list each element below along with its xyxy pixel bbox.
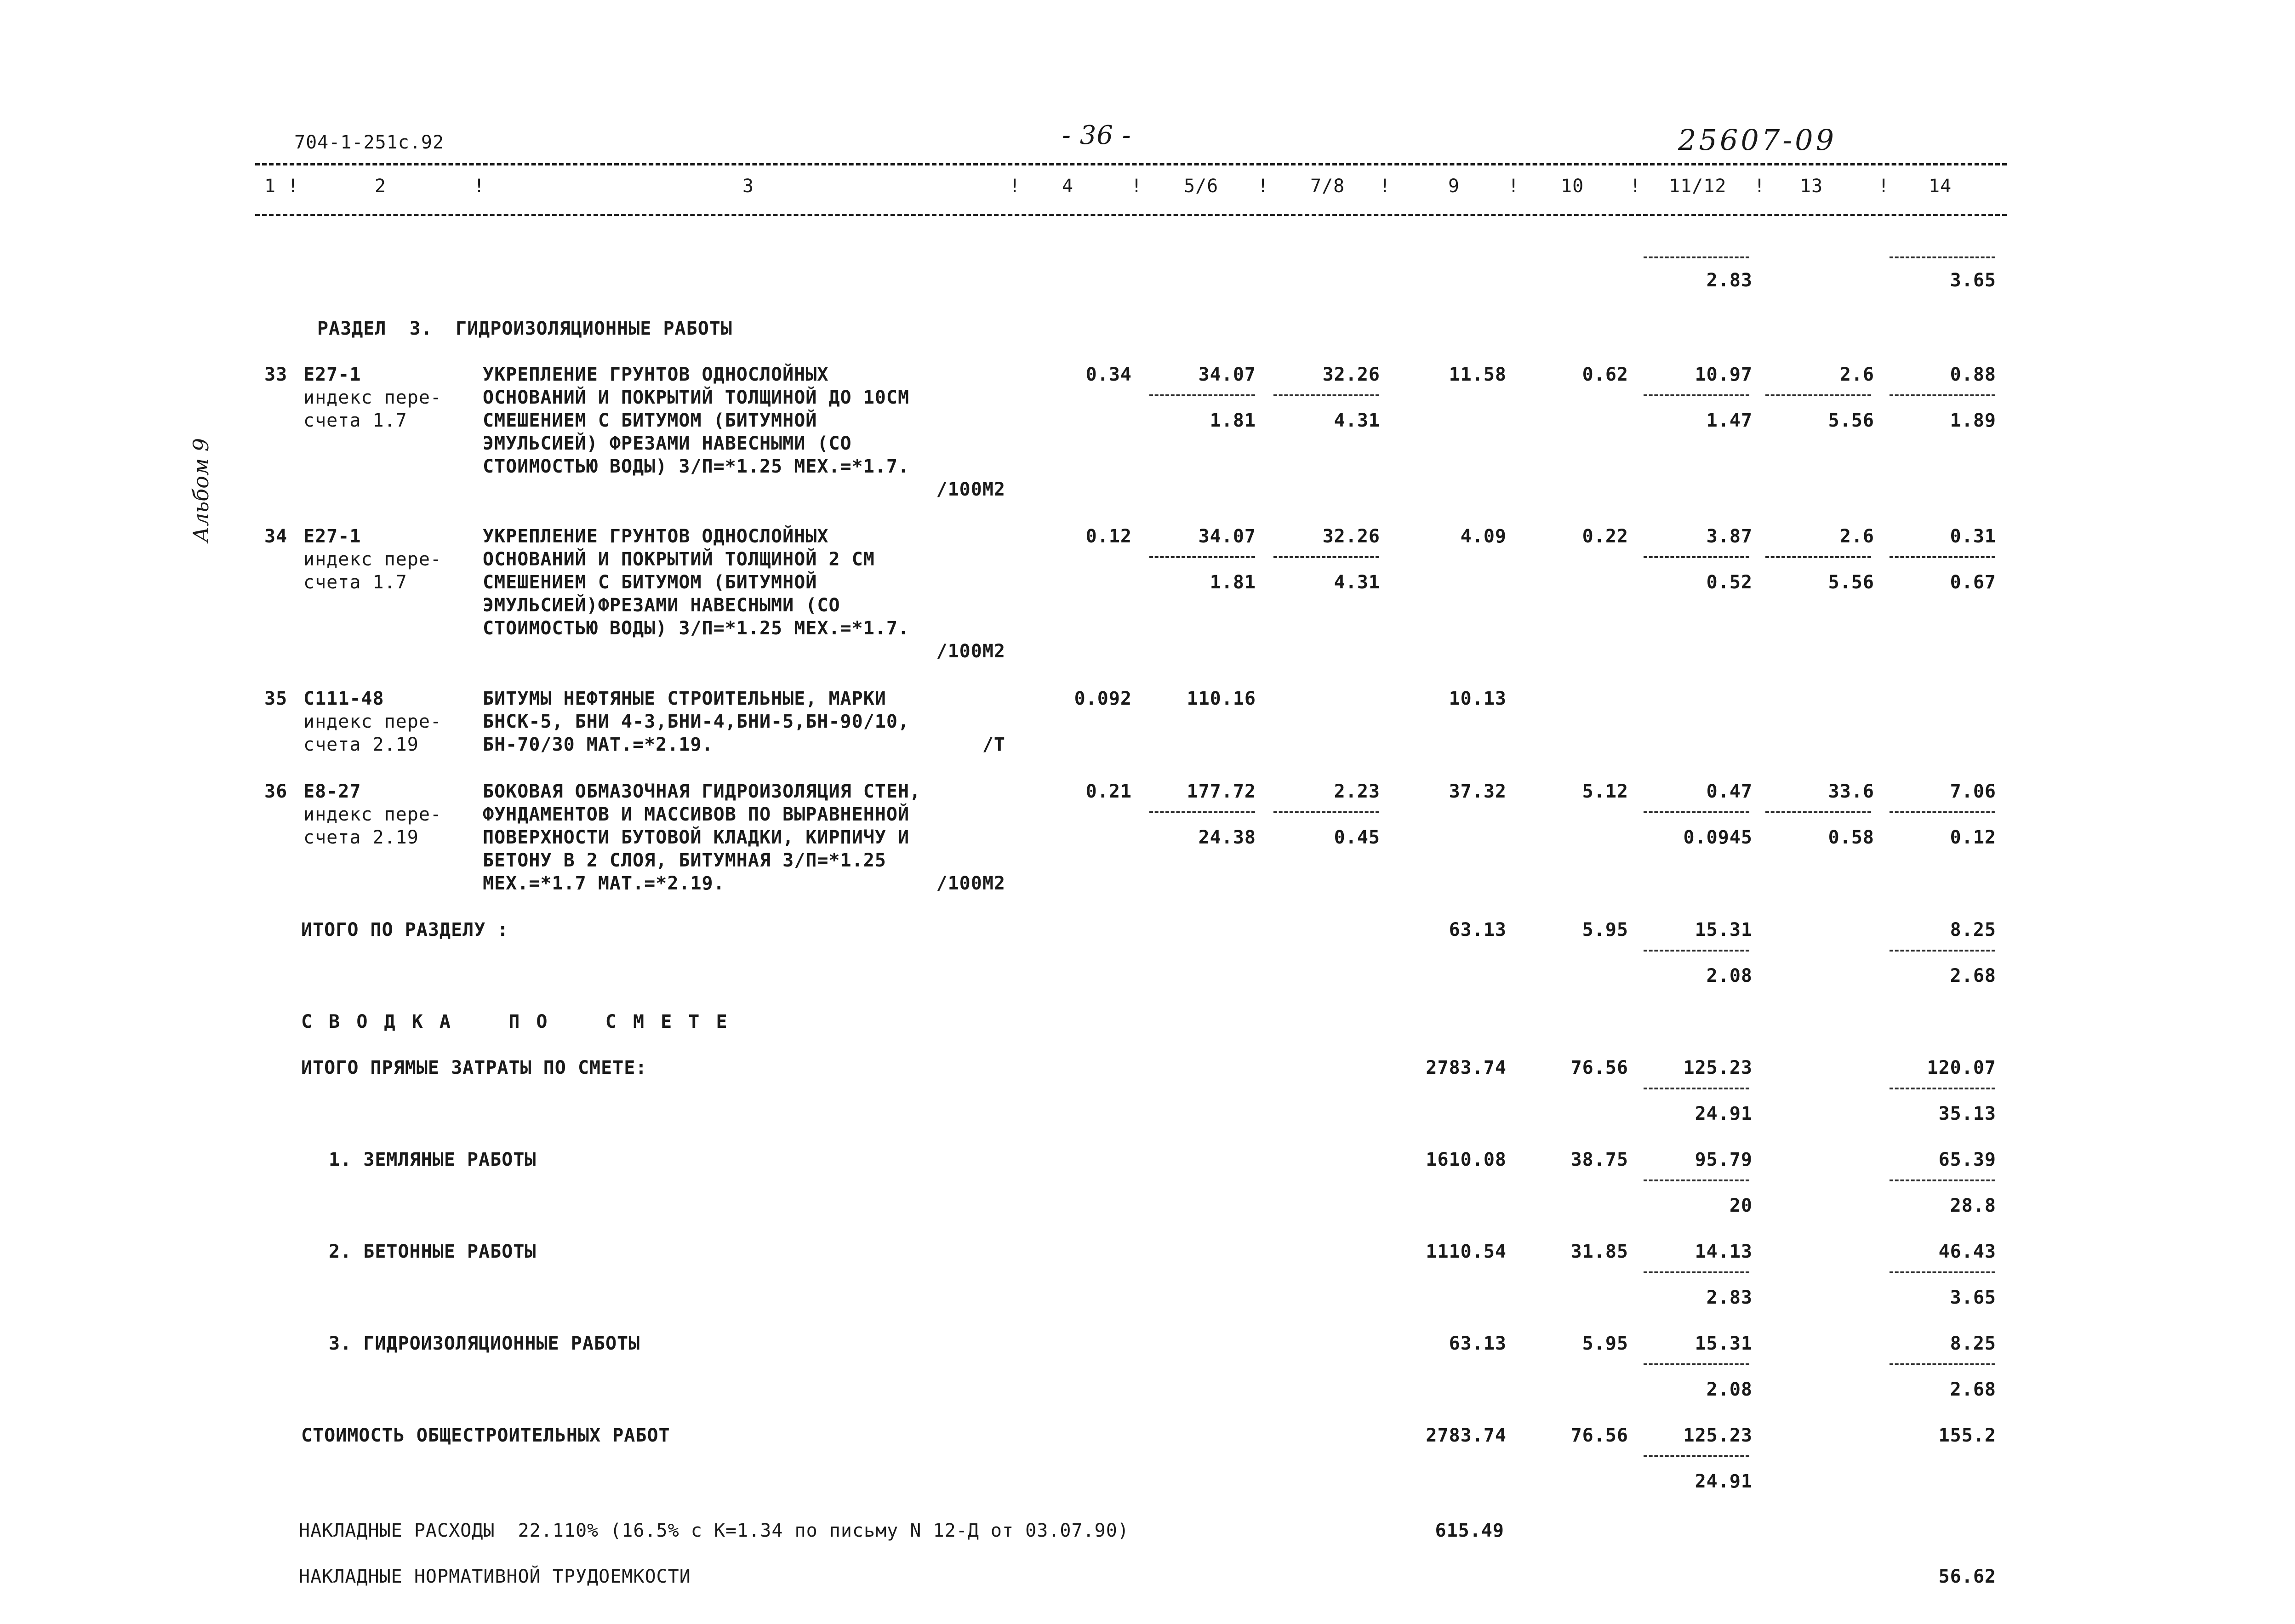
item-number: 35 [264, 688, 288, 709]
item-c5-6: 34.07 [1198, 526, 1256, 547]
item-c9: 10.13 [1449, 688, 1507, 709]
col-header-5-6: 5/6 [1184, 176, 1219, 197]
item-rule [1890, 811, 1995, 813]
item-code: Е27-1 [303, 526, 361, 547]
summary-c14-sub: 2.68 [1950, 1379, 1996, 1400]
document-code: 704-1-251с.92 [294, 132, 445, 153]
item-unit: /100М2 [936, 479, 1005, 500]
item-c7-8-sub: 4.31 [1334, 572, 1380, 593]
summary-c14: 8.25 [1950, 1333, 1996, 1354]
item-rule [1644, 811, 1749, 813]
item-desc-line: СМЕШЕНИЕМ С БИТУМОМ (БИТУМНОЙ [483, 572, 817, 593]
item-desc-line: БОКОВАЯ ОБМАЗОЧНАЯ ГИДРОИЗОЛЯЦИЯ СТЕН, [483, 781, 921, 802]
summary-c9: 2783.74 [1426, 1057, 1507, 1078]
item-c4: 0.12 [1085, 526, 1132, 547]
summary-label: ИТОГО ПРЯМЫЕ ЗАТРАТЫ ПО СМЕТЕ: [301, 1057, 647, 1078]
item-desc-line: БН-70/30 МАТ.=*2.19. [483, 734, 714, 755]
item-code-note: счета 2.19 [303, 734, 419, 755]
item-rule [1273, 394, 1379, 396]
item-desc-line: ФУНДАМЕНТОВ И МАССИВОВ ПО ВЫРАВНЕННОЙ [483, 804, 910, 825]
summary-rule [1890, 1363, 1995, 1365]
summary-c14-sub: 35.13 [1938, 1103, 1996, 1124]
item-c5-6-sub: 1.81 [1210, 572, 1256, 593]
item-desc-line: ОСНОВАНИЙ И ПОКРЫТИЙ ТОЛЩИНОЙ ДО 10СМ [483, 387, 910, 408]
item-c13-sub: 5.56 [1828, 410, 1874, 431]
summary-c9: 1610.08 [1426, 1149, 1507, 1170]
section-total-c14: 8.25 [1950, 919, 1996, 940]
item-rule [1273, 811, 1379, 813]
item-c13-sub: 0.58 [1828, 827, 1874, 848]
item-rule [1765, 811, 1871, 813]
col-header-11-12: 11/12 [1669, 176, 1727, 197]
summary-c10: 76.56 [1570, 1425, 1628, 1446]
summary-c12: 14.13 [1695, 1241, 1753, 1262]
summary-c10: 76.56 [1570, 1057, 1628, 1078]
section-total-c14-sub: 2.68 [1950, 965, 1996, 986]
item-desc-line: БИТУМЫ НЕФТЯНЫЕ СТРОИТЕЛЬНЫЕ, МАРКИ [483, 688, 886, 709]
summary-label: 2. БЕТОННЫЕ РАБОТЫ [329, 1241, 537, 1262]
item-c14: 7.06 [1950, 781, 1996, 802]
summary-rule [1644, 1363, 1749, 1365]
section-total-c12-sub: 2.08 [1706, 965, 1753, 986]
item-rule [1765, 394, 1871, 396]
item-rule [1149, 811, 1255, 813]
summary-rule [1890, 1180, 1995, 1181]
section-total-c12: 15.31 [1695, 919, 1753, 940]
item-c11-12-sub: 0.0945 [1683, 827, 1753, 848]
item-c13-sub: 5.56 [1828, 572, 1874, 593]
item-desc-line: ЭМУЛЬСИЕЙ) ФРЕЗАМИ НАВЕСНЫМИ (СО [483, 433, 852, 454]
header-bottom-rule [255, 214, 2007, 216]
summary-rule [1644, 1088, 1749, 1089]
item-code: С111-48 [303, 688, 384, 709]
item-desc-line: СТОИМОСТЬЮ ВОДЫ) З/П=*1.25 МЕХ.=*1.7. [483, 456, 910, 477]
summary-c9: 1110.54 [1426, 1241, 1507, 1262]
col-header-sep: ! [1257, 176, 1269, 197]
item-desc-line: УКРЕПЛЕНИЕ ГРУНТОВ ОДНОСЛОЙНЫХ [483, 364, 829, 385]
item-c10: 0.22 [1582, 526, 1628, 547]
col-header-9: 9 [1448, 176, 1460, 197]
col-header-14: 14 [1929, 176, 1952, 197]
summary-c10: 5.95 [1582, 1333, 1628, 1354]
summary-c9: 2783.74 [1426, 1425, 1507, 1446]
item-desc-line: СМЕШЕНИЕМ С БИТУМОМ (БИТУМНОЙ [483, 410, 817, 431]
doc-number: 25607-09 [1678, 123, 1837, 157]
section-total-c10: 5.95 [1582, 919, 1628, 940]
item-rule [1644, 556, 1749, 558]
item-c5-6: 34.07 [1198, 364, 1256, 385]
section-total-label: ИТОГО ПО РАЗДЕЛУ : [301, 919, 509, 940]
item-rule [1644, 394, 1749, 396]
summary-c14: 120.07 [1927, 1057, 1996, 1078]
item-c14-sub: 0.67 [1950, 572, 1996, 593]
summary-rule [1890, 1271, 1995, 1273]
col-header-sep: ! [474, 176, 485, 197]
item-number: 33 [264, 364, 288, 385]
item-c5-6: 110.16 [1187, 688, 1256, 709]
item-c9: 11.58 [1449, 364, 1507, 385]
summary-c12-sub: 2.83 [1706, 1287, 1753, 1308]
col-header-2: 2 [375, 176, 387, 197]
summary-label: 1. ЗЕМЛЯНЫЕ РАБОТЫ [329, 1149, 537, 1170]
item-c4: 0.092 [1074, 688, 1132, 709]
col-header-sep: ! [1754, 176, 1766, 197]
item-desc-line: БНСК-5, БНИ 4-3,БНИ-4,БНИ-5,БН-90/10, [483, 711, 910, 732]
summary-title: С В О Д К А П О С М Е Т Е [301, 1011, 730, 1032]
item-rule [1890, 394, 1995, 396]
item-code-note: счета 1.7 [303, 410, 407, 431]
item-c7-8: 32.26 [1322, 364, 1380, 385]
summary-c9: 63.13 [1449, 1333, 1507, 1354]
summary-rule [1644, 1455, 1749, 1457]
col-header-sep: ! [1131, 176, 1143, 197]
item-unit: /Т [982, 734, 1005, 755]
item-number: 34 [264, 526, 288, 547]
item-code: Е27-1 [303, 364, 361, 385]
col-header-1: 1 ! [264, 176, 299, 197]
item-code-note: счета 1.7 [303, 572, 407, 593]
summary-label: СТОИМОСТЬ ОБЩЕСТРОИТЕЛЬНЫХ РАБОТ [301, 1425, 670, 1446]
overhead-label: НАКЛАДНЫЕ РАСХОДЫ 22.110% (16.5% с К=1.34 по письму N 12-Д от 03.07.90) [299, 1520, 1129, 1541]
item-desc-line: ОСНОВАНИЙ И ПОКРЫТИЙ ТОЛЩИНОЙ 2 СМ [483, 549, 875, 570]
item-c10: 5.12 [1582, 781, 1628, 802]
col-header-13: 13 [1800, 176, 1823, 197]
item-c11-12: 3.87 [1706, 526, 1753, 547]
item-c5-6-sub: 24.38 [1198, 827, 1256, 848]
item-c14-sub: 1.89 [1950, 410, 1996, 431]
item-unit: /100М2 [936, 873, 1005, 894]
summary-c14-sub: 3.65 [1950, 1287, 1996, 1308]
item-c7-8-sub: 4.31 [1334, 410, 1380, 431]
section-total-c9: 63.13 [1449, 919, 1507, 940]
summary-c12: 125.23 [1683, 1057, 1753, 1078]
summary-c12: 15.31 [1695, 1333, 1753, 1354]
item-c7-8-sub: 0.45 [1334, 827, 1380, 848]
item-rule [1149, 556, 1255, 558]
summary-c12-sub: 2.08 [1706, 1379, 1753, 1400]
col-header-sep: ! [1379, 176, 1391, 197]
item-rule [1273, 556, 1379, 558]
item-desc-line: СТОИМОСТЬЮ ВОДЫ) З/П=*1.25 МЕХ.=*1.7. [483, 618, 910, 639]
summary-c14: 155.2 [1938, 1425, 1996, 1446]
carryover-14: 3.65 [1950, 270, 1996, 291]
col-header-4: 4 [1062, 176, 1074, 197]
item-c14: 0.31 [1950, 526, 1996, 547]
summary-rule [1644, 1180, 1749, 1181]
item-rule [1149, 394, 1255, 396]
section-title: РАЗДЕЛ 3. ГИДРОИЗОЛЯЦИОННЫЕ РАБОТЫ [317, 318, 732, 339]
item-c11-12: 0.47 [1706, 781, 1753, 802]
total-rule [1890, 950, 1995, 952]
col-header-7-8: 7/8 [1310, 176, 1345, 197]
summary-c12: 125.23 [1683, 1425, 1753, 1446]
item-c13: 2.6 [1839, 526, 1874, 547]
item-c11-12-sub: 0.52 [1706, 572, 1753, 593]
overhead-labor-label: НАКЛАДНЫЕ НОРМАТИВНОЙ ТРУДОЕМКОСТИ [299, 1566, 691, 1587]
summary-c10: 31.85 [1570, 1241, 1628, 1262]
summary-c12-sub: 24.91 [1695, 1103, 1753, 1124]
item-code-note: индекс пере- [303, 804, 442, 825]
item-c5-6: 177.72 [1187, 781, 1256, 802]
summary-c12-sub: 20 [1729, 1195, 1753, 1216]
item-c13: 2.6 [1839, 364, 1874, 385]
item-c9: 4.09 [1460, 526, 1507, 547]
carryover-11-12: 2.83 [1706, 270, 1753, 291]
item-code-note: индекс пере- [303, 549, 442, 570]
item-c7-8: 2.23 [1334, 781, 1380, 802]
page-number: - 36 - [1062, 120, 1131, 150]
item-desc-line: БЕТОНУ В 2 СЛОЯ, БИТУМНАЯ З/П=*1.25 [483, 850, 886, 871]
summary-c14: 65.39 [1938, 1149, 1996, 1170]
summary-rule [1890, 1088, 1995, 1089]
item-c10: 0.62 [1582, 364, 1628, 385]
header-top-rule [255, 163, 2007, 165]
item-desc-line: УКРЕПЛЕНИЕ ГРУНТОВ ОДНОСЛОЙНЫХ [483, 526, 829, 547]
col-header-sep: ! [1508, 176, 1520, 197]
col-header-sep: ! [1878, 176, 1890, 197]
item-c14-sub: 0.12 [1950, 827, 1996, 848]
item-c13: 33.6 [1828, 781, 1874, 802]
item-desc-line: ЭМУЛЬСИЕЙ)ФРЕЗАМИ НАВЕСНЫМИ (СО [483, 595, 840, 616]
col-header-3: 3 [742, 176, 754, 197]
item-code: Е8-27 [303, 781, 361, 802]
album-side-label: Альбом 9 [188, 438, 213, 542]
carryover-rule-12 [1644, 256, 1749, 258]
item-rule [1765, 556, 1871, 558]
summary-c12: 95.79 [1695, 1149, 1753, 1170]
item-desc-line: МЕХ.=*1.7 МАТ.=*2.19. [483, 873, 725, 894]
item-c4: 0.34 [1085, 364, 1132, 385]
overhead-labor-value: 56.62 [1938, 1566, 1996, 1587]
item-code-note: индекс пере- [303, 387, 442, 408]
summary-c14: 46.43 [1938, 1241, 1996, 1262]
item-code-note: счета 2.19 [303, 827, 419, 848]
col-header-sep: ! [1630, 176, 1642, 197]
item-code-note: индекс пере- [303, 711, 442, 732]
summary-c14-sub: 28.8 [1950, 1195, 1996, 1216]
col-header-10: 10 [1561, 176, 1584, 197]
item-c7-8: 32.26 [1322, 526, 1380, 547]
item-number: 36 [264, 781, 288, 802]
item-c11-12-sub: 1.47 [1706, 410, 1753, 431]
col-header-sep: ! [1009, 176, 1021, 197]
summary-rule [1644, 1271, 1749, 1273]
item-desc-line: ПОВЕРХНОСТИ БУТОВОЙ КЛАДКИ, КИРПИЧУ И [483, 827, 910, 848]
summary-c10: 38.75 [1570, 1149, 1628, 1170]
carryover-rule-14 [1890, 256, 1995, 258]
overhead-value: 615.49 [1435, 1520, 1504, 1541]
item-c9: 37.32 [1449, 781, 1507, 802]
item-unit: /100М2 [936, 641, 1005, 662]
item-c14: 0.88 [1950, 364, 1996, 385]
summary-label: 3. ГИДРОИЗОЛЯЦИОННЫЕ РАБОТЫ [329, 1333, 640, 1354]
item-c4: 0.21 [1085, 781, 1132, 802]
item-c11-12: 10.97 [1695, 364, 1753, 385]
item-rule [1890, 556, 1995, 558]
total-rule [1644, 950, 1749, 952]
summary-c12-sub: 24.91 [1695, 1471, 1753, 1492]
item-c5-6-sub: 1.81 [1210, 410, 1256, 431]
